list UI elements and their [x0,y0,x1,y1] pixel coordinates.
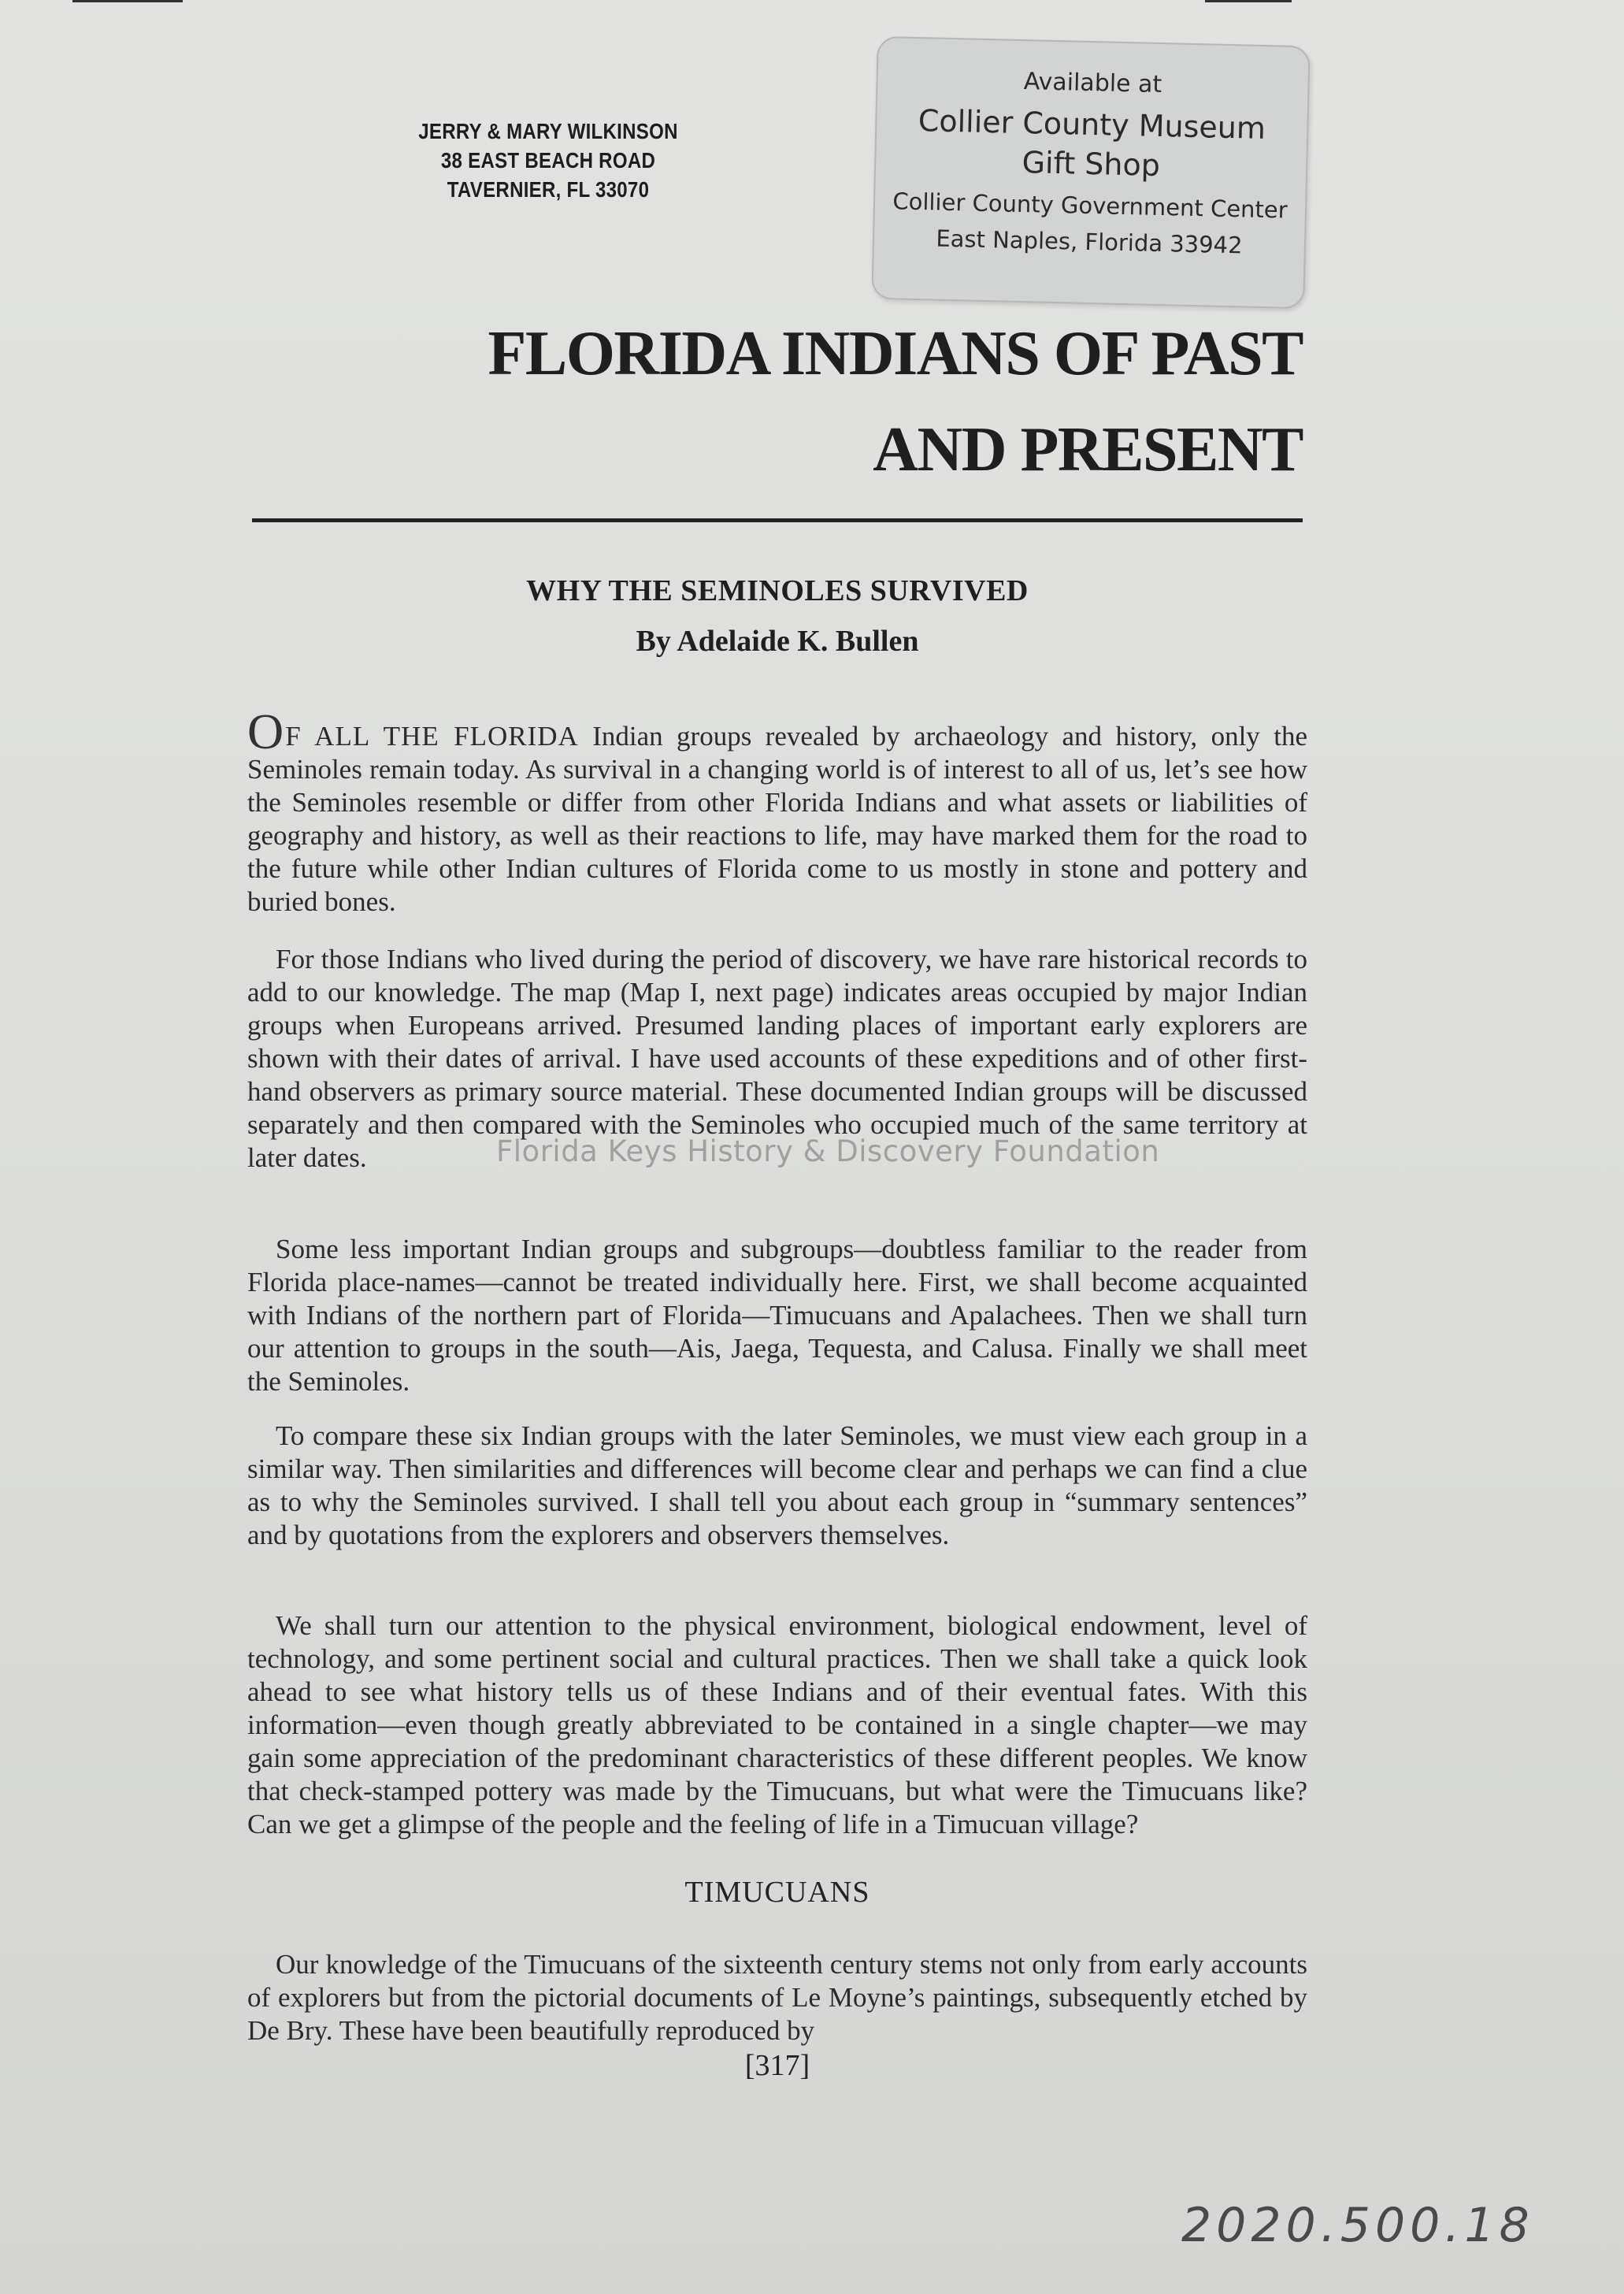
lead-in-smallcaps: F ALL THE FLORIDA [285,721,579,752]
stamp-name: JERRY & MARY WILKINSON [418,119,678,143]
museum-sticker [871,36,1310,309]
paragraph-1 [247,703,1307,919]
chapter-title [488,306,1303,498]
sticker-gift-shop: Gift Shop [1021,145,1161,183]
article-heading: WHY THE SEMINOLES SURVIVED [526,574,1029,607]
sticker-museum-name: Collier County Museum [918,103,1266,147]
paragraph-5: We shall turn our attention to the physical environment, biological endowment, level of technology, and some pertinent social and cultural practices. Then we shall take a quick look ahead to see what history tells us of these Indians and of their eventual fates. With this information—even though greatly abbreviated to be contained in a single chapter—we may gain some appreciation of the predominant characteristics of these different peoples. We know that check-stamped pottery was made by the Timucuans, but what were the Timucuans like? Can we get a glimpse of the people and the feeling of life in a Timucuan village? [247,1610,1307,1839]
paragraph-4: To compare these six Indian groups with the later Seminoles, we must view each group in a similar way. Then similarities and differences will become clear and perhaps we can find a clue as to why the Seminoles survived. I shall tell you about each group in “summary sentences” and by quotations from the explorers and observers themselves. [247,1420,1307,1550]
paragraph-1-text: Indian groups revealed by archaeology and history, only the Seminoles remain today. As survival in a changing world is of interest to all of us, let’s see how the Seminoles resemble or differ from other Florida Indians and what assets or liabilities of geography and history, as well as their reactions to life, may have marked them for the road to the future while other Indian cultures of Florida come to us mostly in stone and pottery and buried bones. [247,721,1307,917]
paragraph-2: For those Indians who lived during the period of discovery, we have rare historical records to add to our knowledge. The map (Map I, next page) indicates areas occupied by major Indian groups when Europeans arrived. Presumed landing places of important early explorers are shown with their dates of arrival. I have used accounts of these expeditions and of other first-hand observers as primary source material. These documented Indian groups will be discussed separately and then compared with the Seminoles who occupied much of the same territory at later dates. [247,944,1307,1173]
stamp-city: TAVERNIER, FL 33070 [447,177,650,202]
article-byline: By Adelaide K. Bullen [636,625,919,658]
chapter-title-line-2: AND PRESENT [873,415,1303,484]
page-number: [317] [744,2049,810,2082]
watermark: Florida Keys History & Discovery Foundation [496,1134,1160,1168]
title-divider [252,518,1303,522]
accession-number: 2020.500.18 [1181,2198,1534,2253]
section-heading-timucuans: TIMUCUANS [684,1876,870,1909]
sticker-center: Collier County Government Center [892,187,1288,224]
stamp-street: 38 EAST BEACH ROAD [440,148,656,173]
sticker-available-at: Available at [1023,68,1162,99]
drop-cap: O [247,703,284,759]
owner-address-stamp [413,117,684,204]
chapter-title-line-1: FLORIDA INDIANS OF PAST [488,319,1303,388]
paragraph-6: Our knowledge of the Timucuans of the sixteenth century stems not only from early accounts of explorers but from the pictorial documents of Le Moyne’s paintings, subsequently etched by De Bry. These have been beautifully reproduced by [247,1949,1307,2046]
top-edge-mark [1205,0,1292,2]
paragraph-3: Some less important Indian groups and subgroups—doubtless familiar to the reader from Florida place-names—cannot be treated individually here. First, we shall become acquainted with Indians of the northern part of Florida—Timucuans and Apalachees. Then we shall turn our attention to groups in the south—Ais, Jaega, Tequesta, and Calusa. Finally we shall meet the Seminoles. [247,1234,1307,1397]
top-edge-mark [72,0,183,2]
sticker-city: East Naples, Florida 33942 [936,225,1243,259]
